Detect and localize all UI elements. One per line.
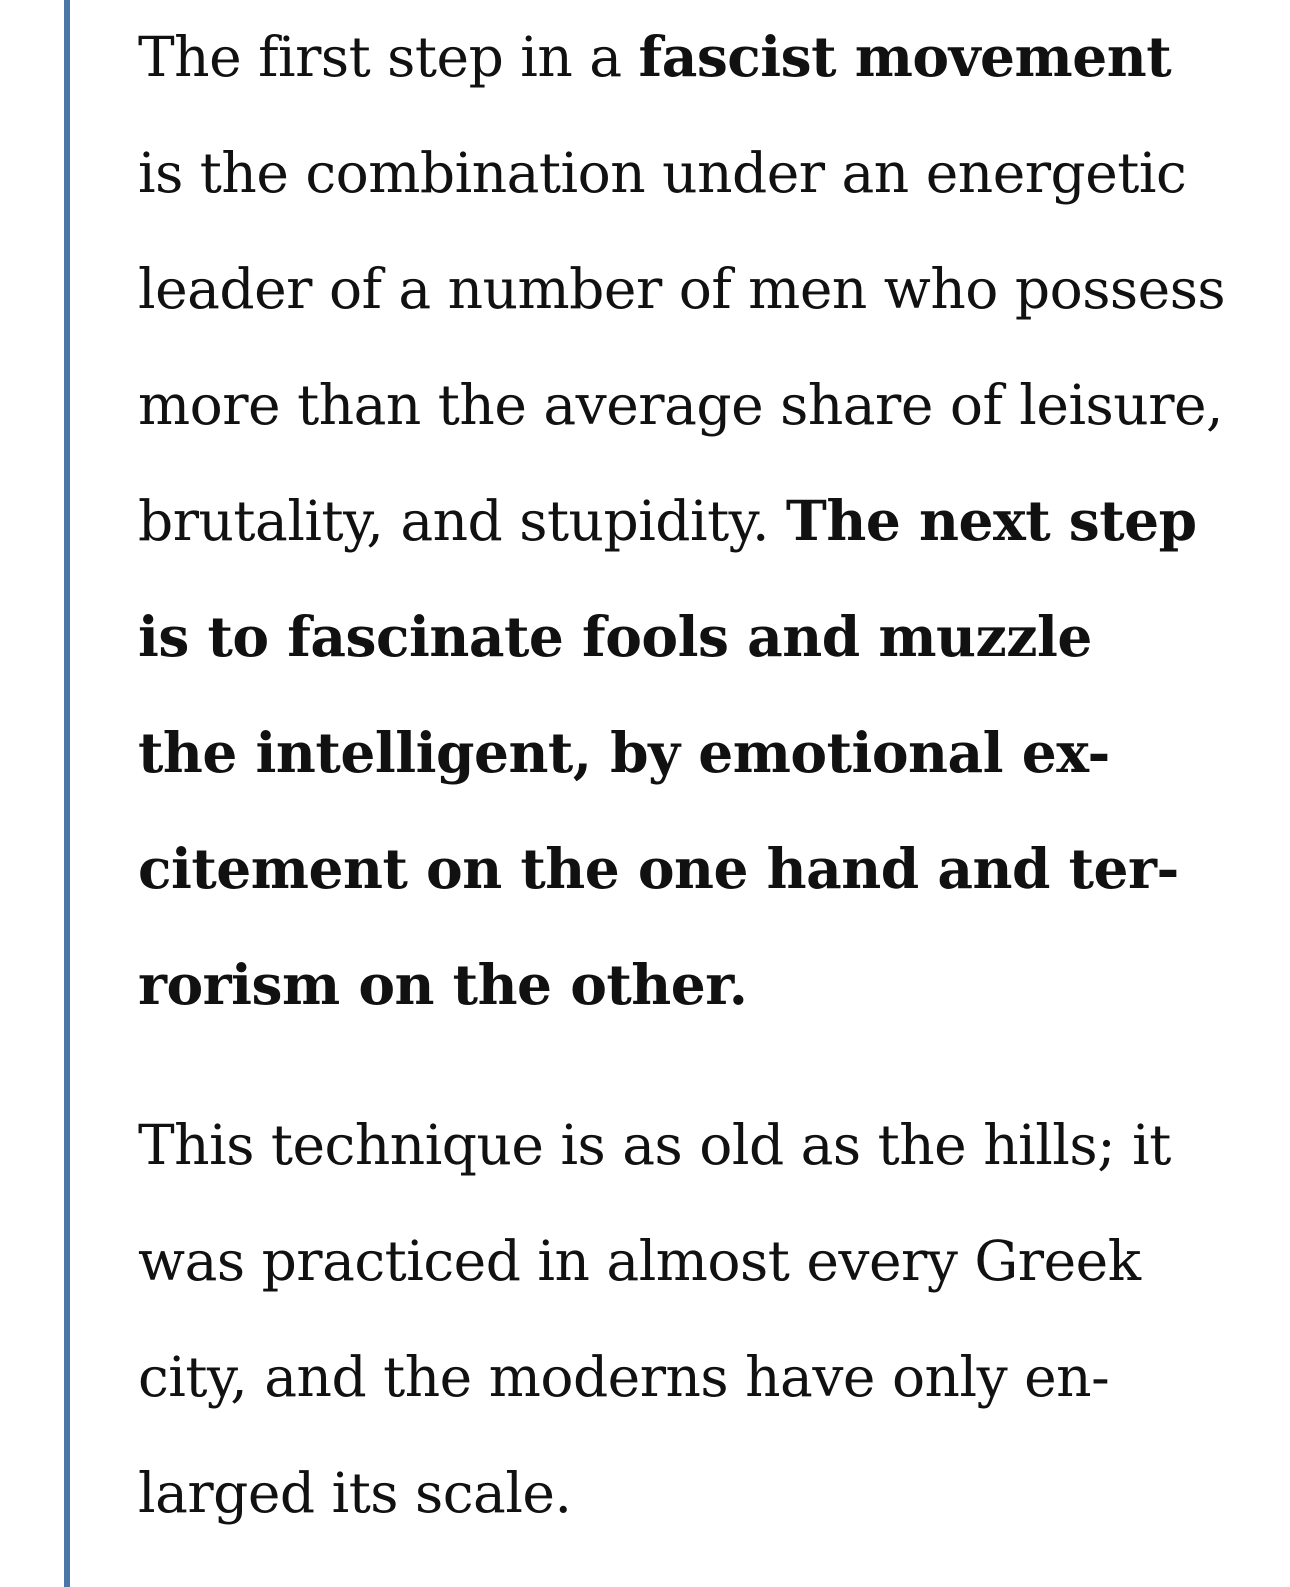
text-line [138,347,1228,463]
text-line [138,695,1228,811]
text-run: brutality, and stupidity. [138,489,786,553]
text-run: city, and the moderns have only en- [138,1345,1110,1409]
text-run: leader of a number of men who possess [138,257,1226,321]
paragraph-2 [138,1087,1228,1551]
text-line [138,1319,1228,1435]
quote-text [138,0,1228,1551]
text-run-bold: rorism on the other. [138,952,748,1017]
paragraph-1 [138,0,1228,1043]
text-run: larged its scale. [138,1461,572,1525]
text-line [138,1435,1228,1551]
text-line [138,231,1228,347]
text-line [138,579,1228,695]
text-run-bold: fascist movement [638,24,1172,89]
text-line [138,811,1228,927]
text-line [138,927,1228,1043]
text-line [138,463,1228,579]
text-run: was practiced in almost every Greek [138,1229,1141,1293]
text-run-bold: is to fascinate fools and muzzle [138,604,1092,669]
text-run: This technique is as old as the hills; it [138,1113,1171,1177]
text-line [138,1203,1228,1319]
text-run: The first step in a [138,25,639,89]
text-run-bold: the intelligent, by emotional ex- [138,720,1110,785]
text-line [138,0,1228,115]
text-line [138,115,1228,231]
text-run-bold: The next step [785,488,1197,553]
paragraph-gap [138,1043,1228,1087]
quote-bar [64,0,70,1587]
text-line [138,1087,1228,1203]
text-run: is the combination under an energetic [138,141,1187,205]
text-run-bold: citement on the one hand and ter- [138,836,1179,901]
text-run: more than the average share of leisure, [138,373,1224,437]
